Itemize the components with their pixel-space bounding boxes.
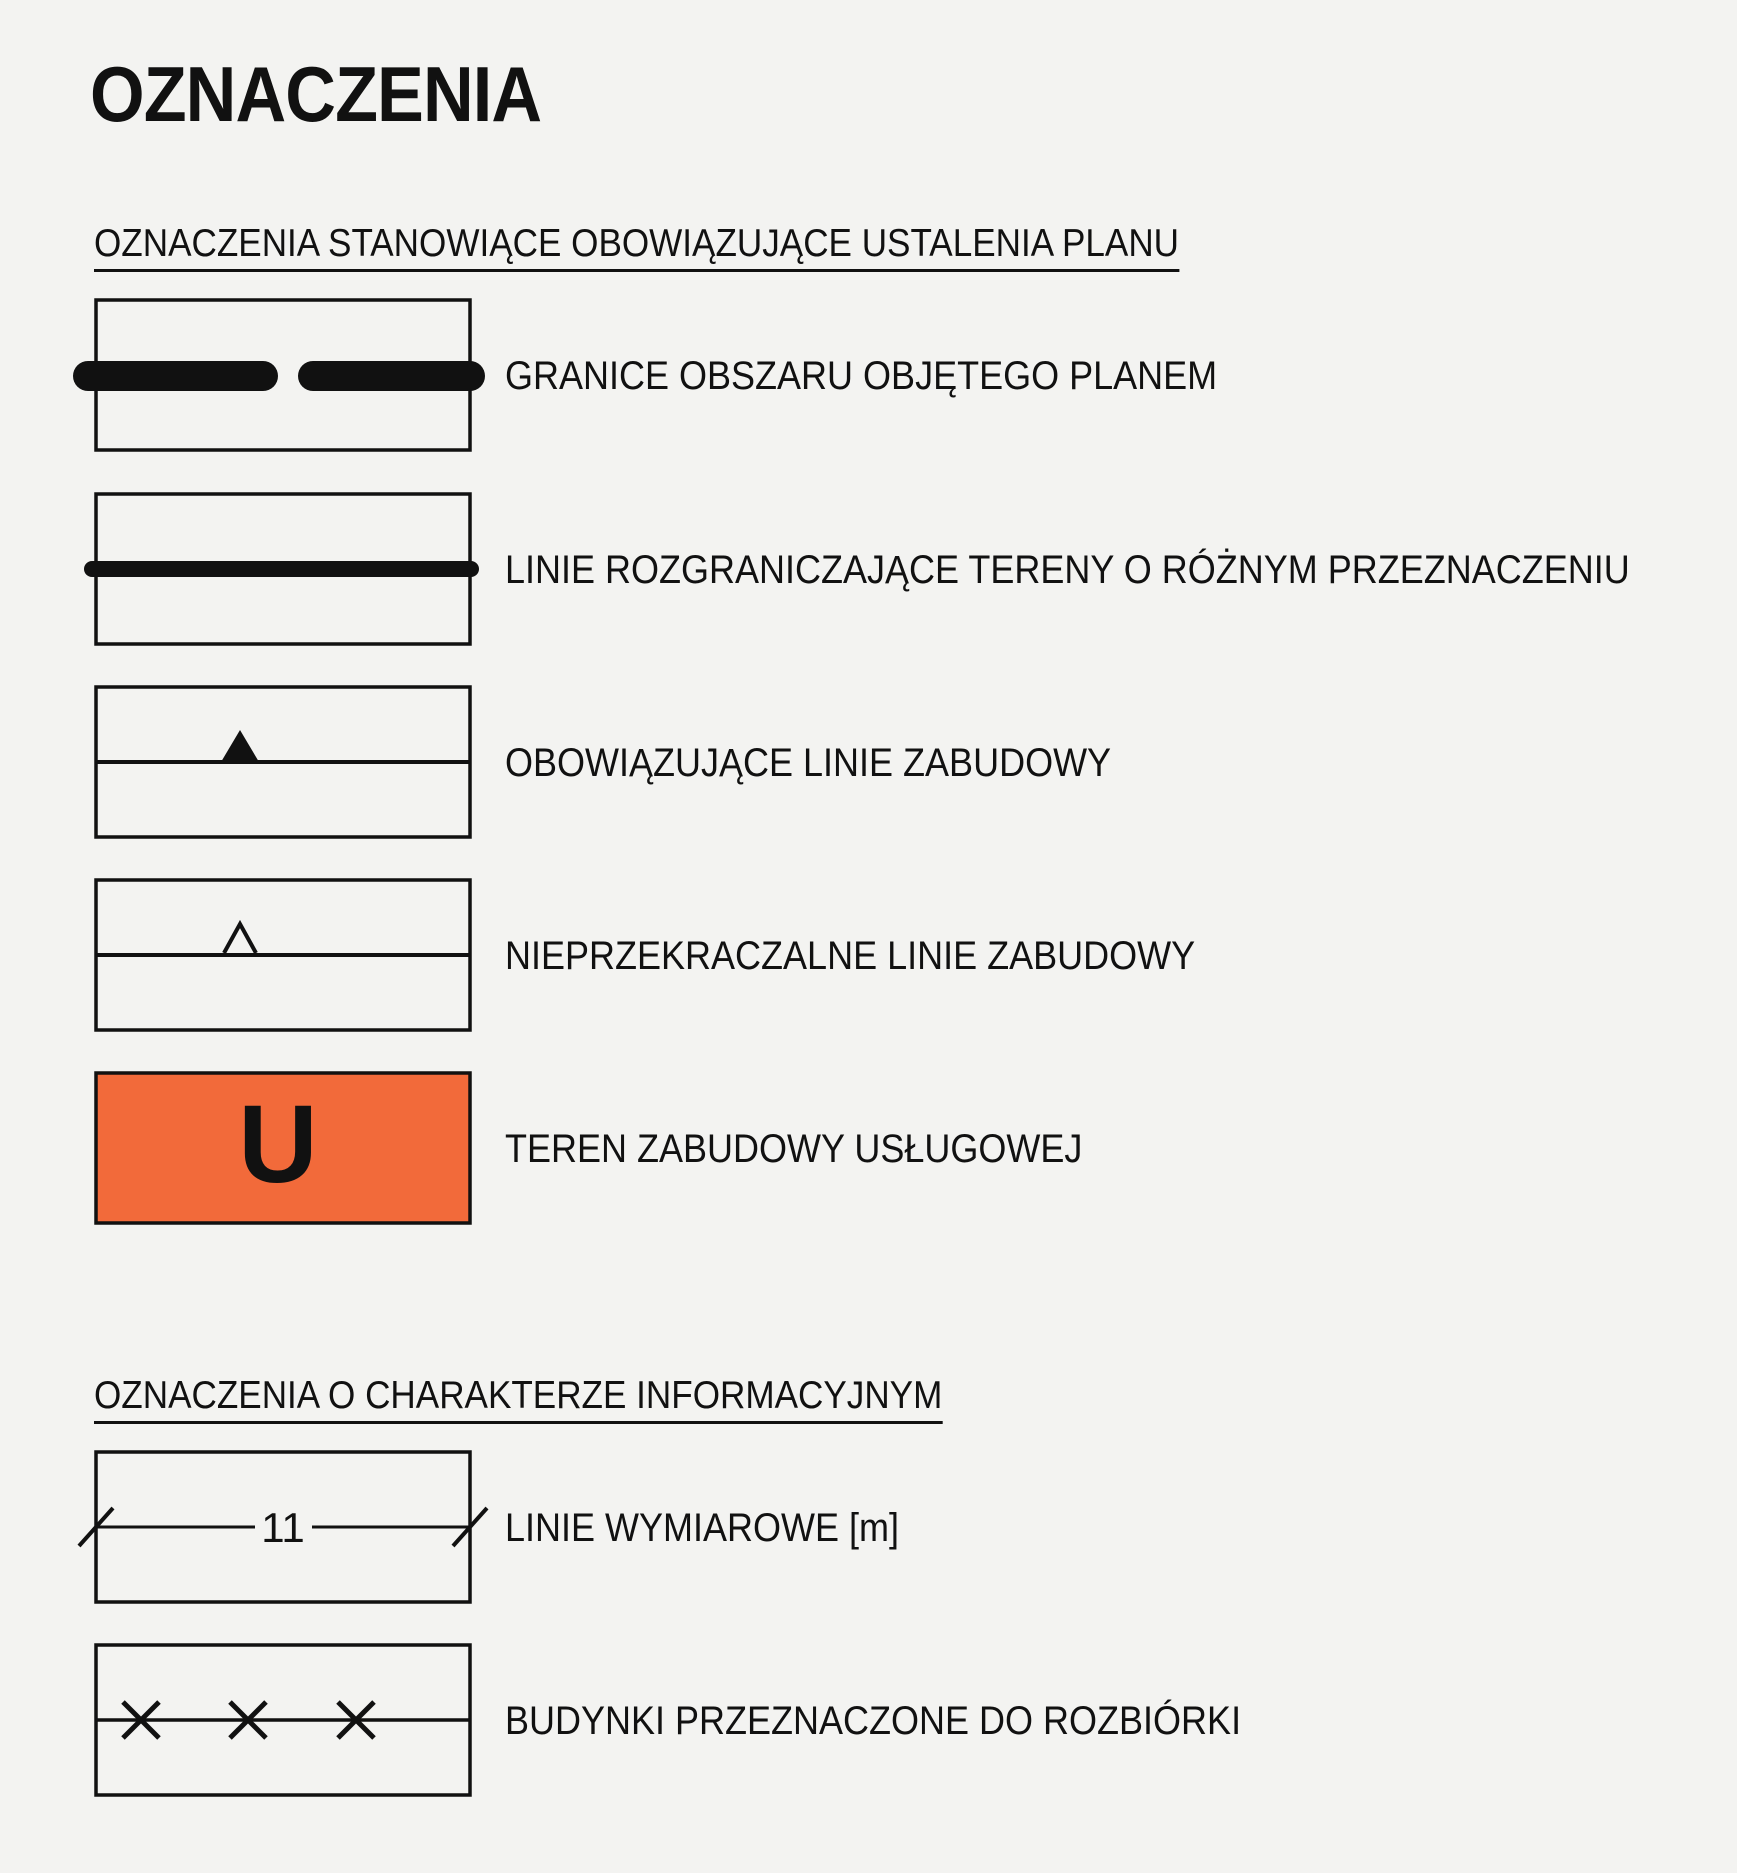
legend-item-mandatory-building-lines bbox=[70, 683, 1720, 843]
legend-label: OBOWIĄZUJĄCE LINIE ZABUDOWY bbox=[505, 741, 1112, 785]
thick-dashed-line-icon bbox=[70, 296, 490, 456]
legend-item-demolition-buildings bbox=[70, 1641, 1720, 1801]
legend-title: OZNACZENIA bbox=[90, 50, 542, 138]
legend-label: BUDYNKI PRZEZNACZONE DO ROZBIÓRKI bbox=[505, 1699, 1242, 1743]
legend-label: GRANICE OBSZARU OBJĘTEGO PLANEM bbox=[505, 354, 1218, 398]
legend-item-dimension-lines bbox=[70, 1448, 1720, 1608]
crossed-line-icon bbox=[70, 1641, 490, 1801]
legend-item-non-exceedable-building-lines bbox=[70, 876, 1720, 1036]
legend-item-demarcation-lines bbox=[70, 490, 1720, 650]
section-heading-binding: OZNACZENIA STANOWIĄCE OBOWIĄZUJĄCE USTALENIA PLANU bbox=[94, 224, 1179, 272]
legend-label: LINIE WYMIAROWE [m] bbox=[505, 1506, 900, 1550]
thick-solid-line-icon bbox=[70, 490, 490, 650]
section-heading-informational: OZNACZENIA O CHARAKTERZE INFORMACYJNYM bbox=[94, 1376, 942, 1424]
legend-label: LINIE ROZGRANICZAJĄCE TERENY O RÓŻNYM PRZEZNACZENIU bbox=[505, 548, 1630, 592]
symbol-letter-u: U bbox=[238, 1083, 318, 1206]
legend-label: NIEPRZEKRACZALNE LINIE ZABUDOWY bbox=[505, 934, 1196, 978]
legend-label: TEREN ZABUDOWY USŁUGOWEJ bbox=[505, 1127, 1083, 1171]
dimension-value: 11 bbox=[261, 1504, 305, 1551]
dimension-line-icon bbox=[70, 1448, 490, 1608]
legend-item-plan-boundary bbox=[70, 296, 1720, 456]
service-area-swatch-icon bbox=[70, 1069, 490, 1229]
legend-item-service-area bbox=[70, 1069, 1720, 1229]
open-triangle-line-icon bbox=[70, 876, 490, 1036]
filled-triangle-line-icon bbox=[70, 683, 490, 843]
